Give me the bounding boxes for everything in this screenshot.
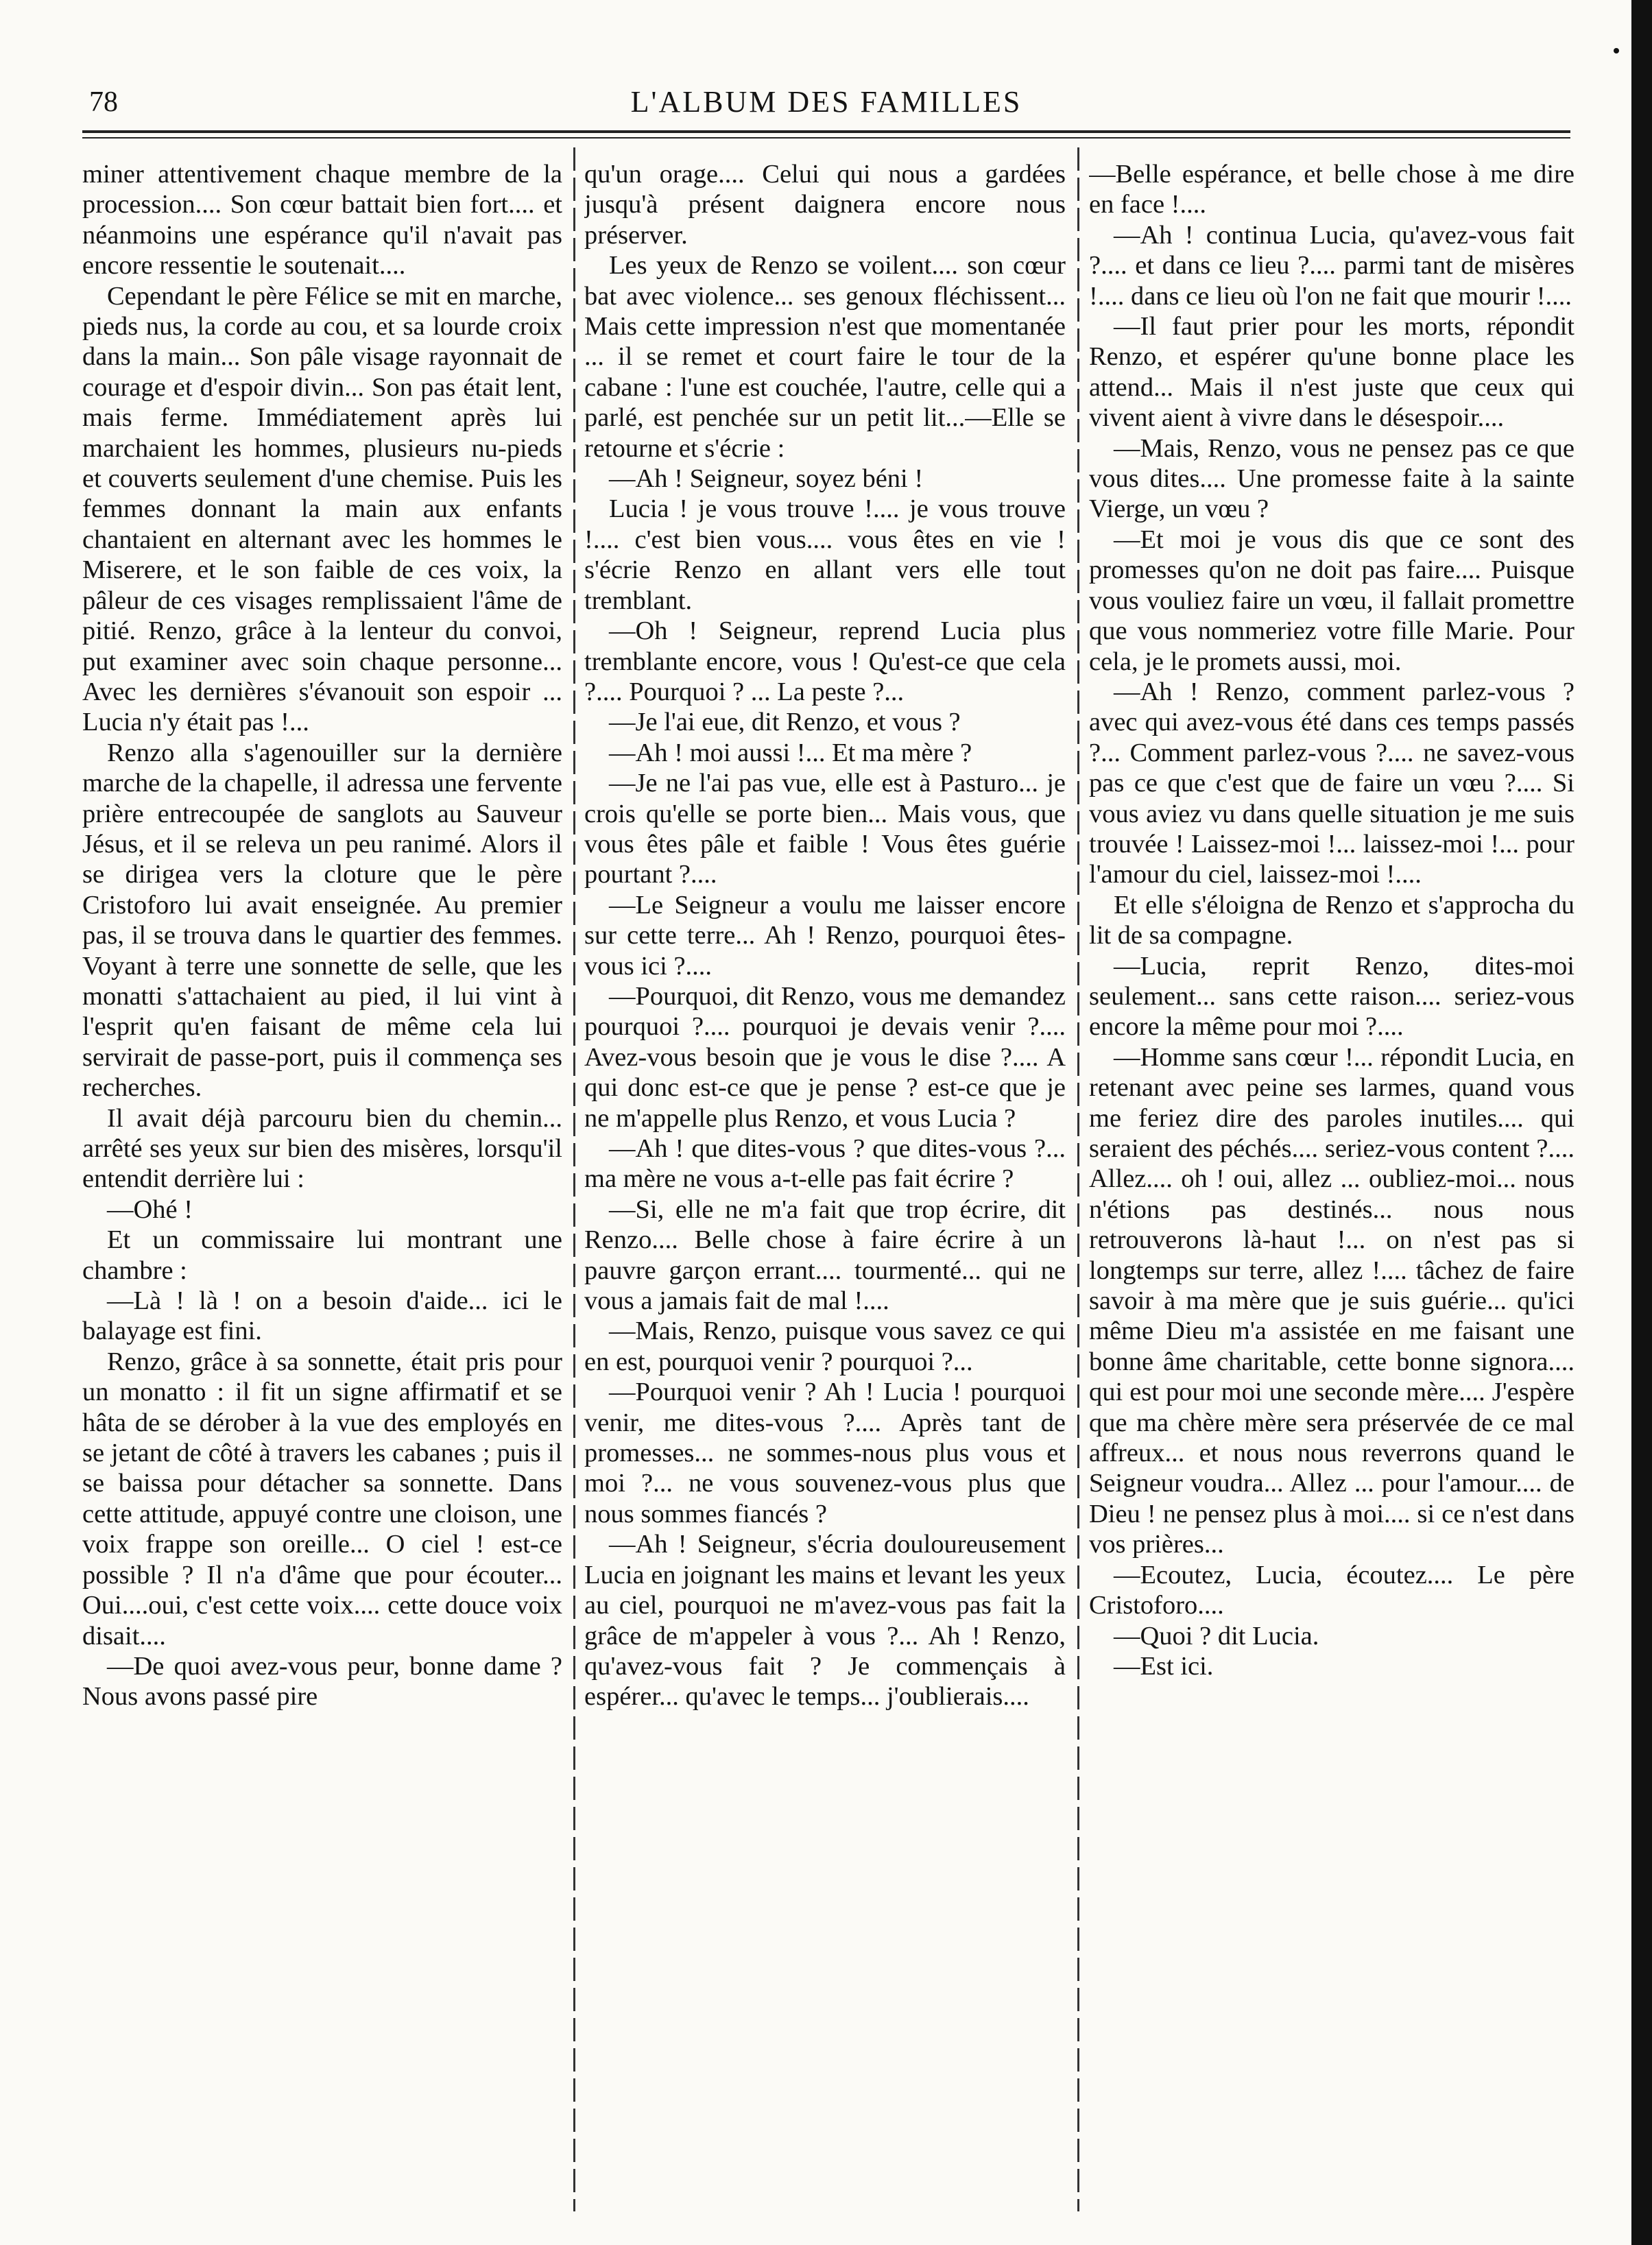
- paragraph: —Mais, Renzo, puisque vous savez ce qui en est, pourquoi venir ? pourquoi ?...: [584, 1317, 1066, 1376]
- text-column-1: [82, 159, 562, 2202]
- paragraph: —Oh ! Seigneur, reprend Lucia plus tremblante encore, vous ! Qu'est-ce que cela ?.... Pourquoi ? ... La peste ?...: [584, 616, 1066, 706]
- paragraph: Les yeux de Renzo se voilent.... son cœur bat avec violence... ses genoux fléchissent... Mais cette impression n'est que momentanée ... il se remet et court faire le tour de la cabane : l'une est couchée, l'autre, celle qui a parlé, est penchée sur un petit lit...—Elle se retourne et s'écrie :: [584, 251, 1066, 463]
- paragraph: —Le Seigneur a voulu me laisser encore sur cette terre... Ah ! Renzo, pourquoi êtes-vous ici ?....: [584, 890, 1066, 981]
- running-title: L'ALBUM DES FAMILLES: [630, 85, 1022, 119]
- header-rule-thin: [82, 137, 1570, 139]
- paragraph: —Ah ! moi aussi !... Et ma mère ?: [609, 738, 972, 767]
- paragraph: —De quoi avez-vous peur, bonne dame ? Nous avons passé pire: [82, 1651, 562, 1712]
- paragraph: miner attentivement chaque membre de la procession.... Son cœur battait bien fort.... et néanmoins une espérance qu'il n'avait pas encore ressentie le soutenait....: [82, 160, 562, 280]
- paragraph: —Si, elle ne m'a fait que trop écrire, dit Renzo.... Belle chose à faire écrire à un pauvre garçon errant.... tourmenté... qui ne vous a jamais fait de mal !....: [584, 1194, 1066, 1316]
- column-divider: [1077, 147, 1079, 2211]
- paragraph: —Quoi ? dit Lucia.: [1114, 1621, 1319, 1650]
- paragraph: —Ohé !: [107, 1194, 193, 1224]
- paragraph: —Ah ! continua Lucia, qu'avez-vous fait ?.... et dans ce lieu ?.... parmi tant de misères !.... dans ce lieu où l'on ne fait que mourir !....: [1089, 220, 1575, 311]
- paragraph: —Ah ! Seigneur, s'écria douloureusement Lucia en joignant les mains et levant les yeux au ciel, pourquoi ne m'avez-vous pas fait la grâce de m'appeler à vous ?... Ah ! Renzo, qu'avez-vous fait ? Je commençais à espérer... qu'avec le temps... j'oublierais....: [584, 1530, 1066, 1712]
- paragraph: —Pourquoi venir ? Ah ! Lucia ! pourquoi venir, me dites-vous ?.... Après tant de promesses... ne sommes-nous plus vous et moi ?... ne vous souvenez-vous plus que nous sommes fiancés ?: [584, 1378, 1066, 1528]
- ink-spot: [1614, 48, 1619, 53]
- paragraph: —Pourquoi, dit Renzo, vous me demandez pourquoi ?.... pourquoi je devais venir ?.... Avez-vous besoin que je vous le dise ?.... A qui donc est-ce que je pense ? est-ce que je ne m'appelle plus Renzo, et vous Lucia ?: [584, 981, 1066, 1133]
- paragraph: —Ecoutez, Lucia, écoutez.... Le père Cristoforo....: [1089, 1560, 1575, 1620]
- paragraph: —Homme sans cœur !... répondit Lucia, en retenant avec peine ses larmes, quand vous me feriez dire des paroles inutiles.... qui seraient des péchés.... seriez-vous content ?.... Allez.... oh ! oui, allez ... oubliez-moi... nous n'étions pas destinés... nous nous retrouverons là-haut !... on n'est pas si longtemps sur terre, allez !.... tâchez de faire savoir à ma mère que je suis guérie... qu'ici même Dieu m'a assistée en me faisant une bonne âme charitable, cette bonne signora.... qui est pour moi une seconde mère.... J'espère que ma chère mère sera préservée de ce mal affreux... et nous nous reverrons quand le Seigneur voudra... Allez ... pour l'amour.... de Dieu ! ne pensez plus à moi.... si ce n'est dans vos prières...: [1089, 1042, 1575, 1559]
- paragraph: —Est ici.: [1114, 1651, 1214, 1681]
- paragraph: —Et moi je vous dis que ce sont des promesses qu'on ne doit pas faire.... Puisque vous vouliez faire un vœu, il fallait promettre que vous nommeriez votre fille Marie. Pour cela, je le promets aussi, moi.: [1089, 525, 1575, 676]
- paragraph: —Là ! là ! on a besoin d'aide... ici le balayage est fini.: [82, 1286, 562, 1346]
- paragraph: Et elle s'éloigna de Renzo et s'approcha du lit de sa compagne.: [1089, 890, 1575, 950]
- page-number: 78: [89, 86, 118, 118]
- paragraph: —Mais, Renzo, vous ne pensez pas ce que vous dites.... Une promesse faite à la sainte Vierge, un vœu ?: [1089, 433, 1575, 524]
- paragraph: —Je ne l'ai pas vue, elle est à Pasturo... je crois qu'elle se porte bien... Mais vous, que vous êtes pâle et faible ! Vous êtes guérie pourtant ?....: [584, 769, 1066, 889]
- paragraph: Lucia ! je vous trouve !.... je vous trouve !.... c'est bien vous.... vous êtes en vie ! s'écrie Renzo en allant vers elle tout tremblant.: [584, 494, 1066, 615]
- page-header: [82, 79, 1570, 127]
- paragraph: Cependant le père Félice se mit en marche, pieds nus, la corde au cou, et sa lourde croix dans la main... Son pâle visage rayonnait de courage et d'espoir divin... Son pas était lent, mais ferme. Immédiatement après lui marchaient les hommes, plusieurs nu-pieds et couverts seulement d'une chemise. Puis les femmes donnant la main aux enfants chantaient en alternant avec les hommes le Miserere, et le son faible de ces voix, la pâleur de ces visages remplissaient l'âme de pitié. Renzo, grâce à la lenteur du convoi, put examiner avec soin chaque personne... Avec les dernières s'évanouit son espoir ... Lucia n'y était pas !...: [82, 281, 562, 737]
- paragraph: —Ah ! Seigneur, soyez béni !: [609, 464, 924, 494]
- column-divider: [573, 147, 575, 2211]
- paragraph: qu'un orage.... Celui qui nous a gardées jusqu'à présent daignera encore nous préserver.: [584, 160, 1066, 250]
- paragraph: —Lucia, reprit Renzo, dites-moi seulement... sans cette raison.... seriez-vous encore la même pour moi ?....: [1089, 951, 1575, 1042]
- text-column-3: [1089, 159, 1575, 2202]
- text-column-2: [584, 159, 1066, 2202]
- paragraph: Il avait déjà parcouru bien du chemin... arrêté ses yeux sur bien des misères, lorsqu'il entendit derrière lui :: [82, 1103, 562, 1194]
- page-edge-shadow: [1631, 0, 1652, 2245]
- header-rule: [82, 130, 1570, 133]
- paragraph: —Belle espérance, et belle chose à me dire en face !....: [1089, 160, 1575, 219]
- paragraph: —Il faut prier pour les morts, répondit Renzo, et espérer qu'une bonne place les attend... Mais il n'est juste que ceux qui vivent aient à vivre dans le désespoir....: [1089, 312, 1575, 433]
- paragraph: —Ah ! Renzo, comment parlez-vous ? avec qui avez-vous été dans ces temps passés ?... Comment parlez-vous ?.... ne savez-vous pas ce que c'est que de faire un vœu ?.... Si vous aviez vu dans quelle situation je me suis trouvée ! Laissez-moi !... laissez-moi !... pour l'amour du ciel, laissez-moi !....: [1089, 677, 1575, 889]
- paragraph: —Ah ! que dites-vous ? que dites-vous ?... ma mère ne vous a-t-elle pas fait écrire ?: [584, 1134, 1066, 1194]
- paragraph: Renzo, grâce à sa sonnette, était pris pour un monatto : il fit un signe affirmatif et se hâta de se dérober à la vue des employés en se jetant de côté à travers les cabanes ; puis il se baissa pour détacher sa sonnette. Dans cette attitude, appuyé contre une cloison, une voix frappe son oreille... O ciel ! est-ce possible ? Il n'a d'âme que pour écouter... Oui....oui, c'est cette voix.... cette douce voix disait....: [82, 1347, 562, 1650]
- paragraph: Et un commissaire lui montrant une chambre :: [82, 1225, 562, 1285]
- paragraph: —Je l'ai eue, dit Renzo, et vous ?: [609, 708, 961, 737]
- paragraph: Renzo alla s'agenouiller sur la dernière marche de la chapelle, il adressa une fervente prière entrecoupée de sanglots au Sauveur Jésus, et il se releva un peu ranimé. Alors il se dirigea vers la cloture que le père Cristoforo lui avait enseignée. Au premier pas, il se trouva dans le quartier des femmes. Voyant à terre une sonnette de selle, que les monatti s'attachaient au pied, il lui vint à l'esprit qu'en faisant de même cela lui servirait de passe-port, puis il commença ses recherches.: [82, 738, 562, 1103]
